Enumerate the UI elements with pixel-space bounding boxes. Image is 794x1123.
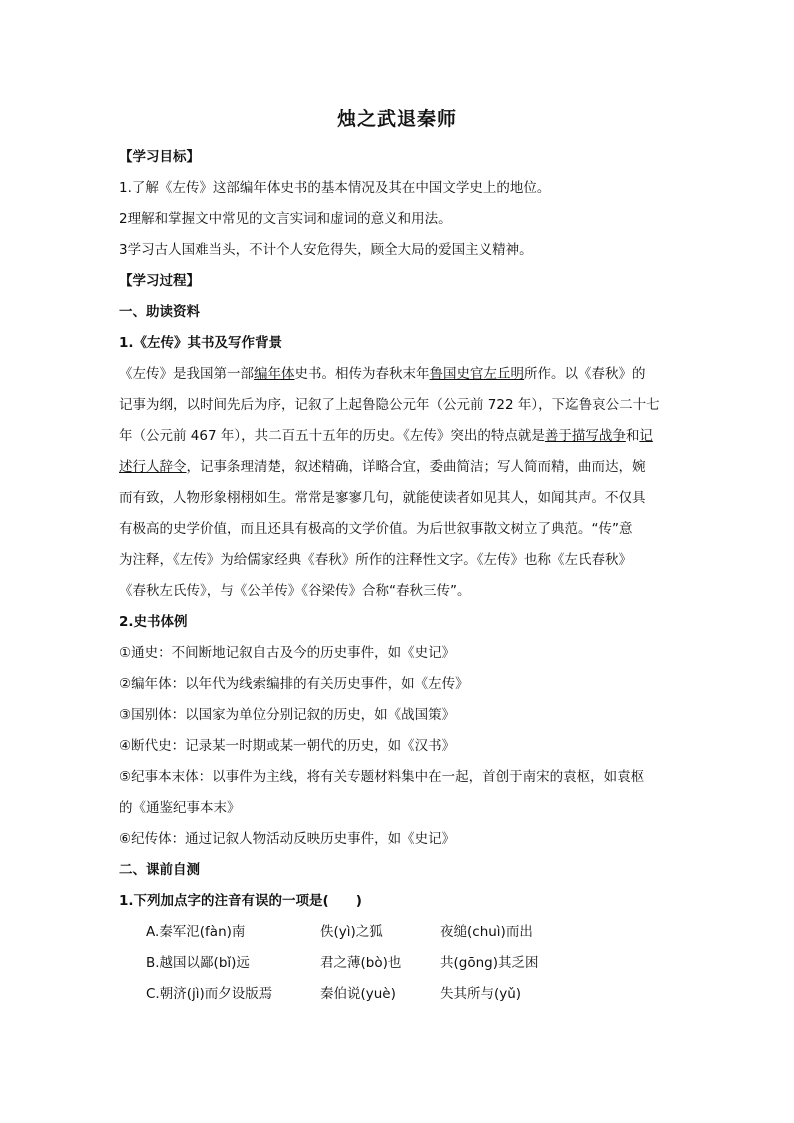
underlined-term: 鲁国史官 <box>429 366 484 382</box>
option-a <box>119 917 679 948</box>
section-1-heading: 一、助读资料 <box>119 304 200 320</box>
option-a-item-2: 佚(yì)之狐 <box>320 924 383 940</box>
process-heading: 【学习过程】 <box>119 273 200 289</box>
style-item-6: ⑥纪传体：通过记叙人物活动反映历史事件，如《史记》 <box>119 831 456 847</box>
subsection-2-heading: 2.史书体例 <box>119 614 188 630</box>
style-item-1: ①通史：不间断地记叙自古及今的历史事件，如《史记》 <box>119 645 456 661</box>
style-item-2: ②编年体：以年代为线索编排的有关历史事件，如《左传》 <box>119 676 469 692</box>
underlined-term: 左丘明 <box>483 366 524 382</box>
intro-text: 史书。相传为春秋末年 <box>294 366 430 382</box>
page-title: 烛之武退秦师 <box>336 108 457 130</box>
document-body <box>119 142 679 1010</box>
option-b-item-2: 君之薄(bò)也 <box>320 955 402 971</box>
style-item-4: ④断代史：记录某一时期或某一朝代的历史，如《汉书》 <box>119 738 456 754</box>
goals-heading: 【学习目标】 <box>119 149 200 165</box>
option-b-item-3: 共(gōng)其乏困 <box>440 955 539 971</box>
option-a-item-3: 夜缒(chuì)而出 <box>440 924 533 940</box>
option-a-item-1: A.秦军氾(fàn)南 <box>146 924 246 940</box>
option-c <box>119 979 679 1010</box>
intro-text: 记事为纲，以时间先后为序，记叙了上起鲁隐公元年（公元前 722 年），下迄鲁哀公二十七 <box>119 397 660 413</box>
underlined-term: 编年体 <box>254 366 295 382</box>
intro-line <box>119 390 679 421</box>
question-1: 1.下列加点字的注音有误的一项是( ) <box>119 893 362 909</box>
option-b <box>119 948 679 979</box>
intro-text: 年（公元前 467 年），共二百五十五年的历史。《左传》突出的特点就是 <box>119 428 545 444</box>
intro-text: 而有致，人物形象栩栩如生。常常是寥寥几句，就能使读者如见其人，如闻其声。不仅具 <box>119 490 646 506</box>
intro-text: 和 <box>625 428 640 444</box>
goal-item-3: 3学习古人国难当头，不计个人安危得失，顾全大局的爱国主义精神。 <box>119 242 533 258</box>
option-c-item-2: 秦伯说(yuè) <box>320 986 396 1002</box>
intro-line <box>119 576 679 607</box>
style-item-3: ③国别体：以国家为单位分别记叙的历史，如《战国策》 <box>119 707 456 723</box>
intro-line <box>119 483 679 514</box>
intro-text: 《春秋左氏传》，与《公羊传》《谷梁传》合称“春秋三传”。 <box>119 583 471 599</box>
subsection-1-heading: 1.《左传》其书及写作背景 <box>119 335 283 351</box>
intro-text: ，记事条理清楚，叙述精确，详略合宜，委曲简洁；写人简而精，曲而达，婉 <box>186 459 646 475</box>
style-item-5-cont: 的《通鉴纪事本末》 <box>119 800 241 816</box>
intro-text: 所作。以《春秋》的 <box>524 366 646 382</box>
option-c-item-1: C.朝济(jì)而夕设版焉 <box>146 986 273 1002</box>
intro-text: 《左传》是我国第一部 <box>119 366 254 382</box>
intro-line <box>119 452 679 483</box>
goal-item-1: 1.了解《左传》这部编年体史书的基本情况及其在中国文学史上的地位。 <box>119 180 551 196</box>
intro-line <box>119 359 679 390</box>
underlined-term: 善于描写战争 <box>544 428 626 444</box>
intro-paragraph <box>119 359 679 607</box>
intro-line <box>119 545 679 576</box>
option-c-item-3: 失其所与(yǔ) <box>440 986 522 1002</box>
style-item-5: ⑤纪事本末体：以事件为主线，将有关专题材料集中在一起，首创于南宋的袁枢，如袁枢 <box>119 769 645 785</box>
underlined-term: 记 <box>639 428 653 444</box>
intro-line <box>119 421 679 452</box>
intro-text: 为注释，《左传》为给儒家经典《春秋》所作的注释性文字。《左传》也称《左氏春秋》 <box>119 552 632 568</box>
option-b-item-1: B.越国以鄙(bǐ)远 <box>146 955 250 971</box>
intro-line <box>119 514 679 545</box>
section-2-heading: 二、课前自测 <box>119 862 200 878</box>
underlined-term: 述行人辞令 <box>119 459 187 475</box>
goal-item-2: 2理解和掌握文中常见的文言实词和虚词的意义和用法。 <box>119 211 452 227</box>
intro-text: 有极高的史学价值，而且还具有极高的文学价值。为后世叙事散文树立了典范。“传”意 <box>119 521 633 537</box>
